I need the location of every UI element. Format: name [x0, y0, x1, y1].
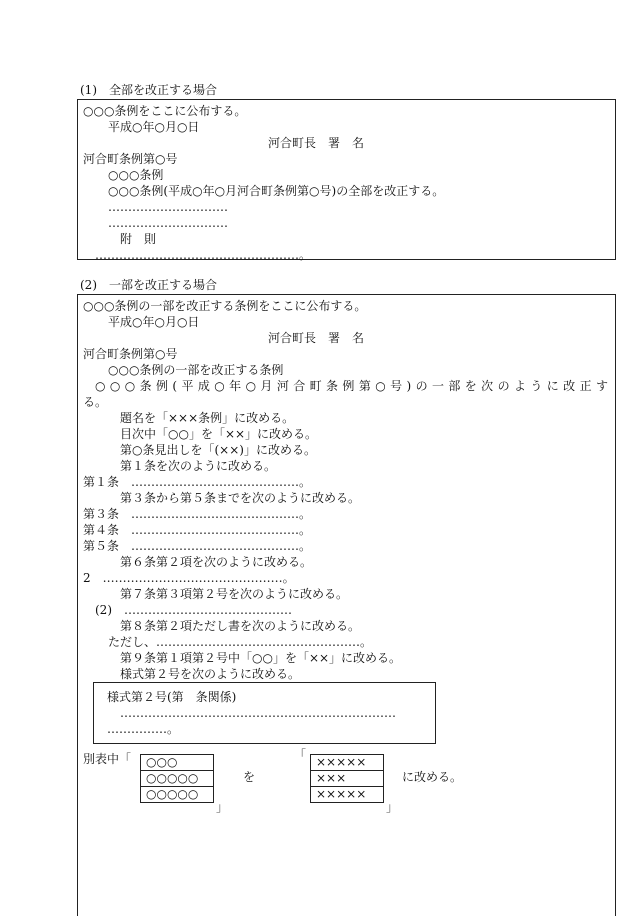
- article4-text: 第４条 ……………………………………。: [83, 523, 312, 537]
- body-dots-2: …………………………: [108, 216, 228, 230]
- amend-title: 題名を「×××条例」に改める。: [120, 411, 295, 425]
- amend-toc: 目次中「○○」を「××」に改める。: [120, 427, 318, 441]
- section1-heading: (1) 全部を改正する場合: [80, 83, 217, 97]
- ordinance-title: ○○○条例: [108, 168, 164, 182]
- revision-statement: ○○○条例(平成○年○月河合町条例第○号)の全部を改正する。: [108, 184, 445, 198]
- new-open-quote: 「: [294, 748, 307, 762]
- proviso-text: ただし、……………………………………………。: [108, 635, 373, 649]
- old-cell: [140, 770, 214, 787]
- amend-articles3-5: 第３条から第５条までを次のように改める。: [120, 491, 361, 505]
- ordinance-title: ○○○条例の一部を改正する条例: [108, 363, 284, 377]
- article3-text: 第３条 ……………………………………。: [83, 507, 312, 521]
- amend-form2: 様式第２号を次のように改める。: [120, 667, 301, 681]
- amend-article1: 第１条を次のように改める。: [120, 459, 277, 473]
- mayor-signature: 河合町長 署 名: [268, 331, 365, 345]
- new-cell: [310, 786, 384, 803]
- new-cell: [310, 754, 384, 771]
- promulgation-line: ○○○条例の一部を改正する条例をここに公布する。: [83, 299, 367, 313]
- article5-text: 第５条 ……………………………………。: [83, 539, 312, 553]
- article1-text: 第１条 ……………………………………。: [83, 475, 312, 489]
- old-cell-text: ○○○: [146, 755, 178, 769]
- amend-article6: 第６条第２項を次のように改める。: [120, 555, 313, 569]
- ordinance-number: 河合町条例第○号: [83, 347, 178, 361]
- new-cell-text: ×××××: [316, 755, 367, 769]
- beppyo-prefix: 別表中「: [83, 752, 132, 766]
- old-cell: [140, 754, 214, 771]
- new-cell: [310, 770, 384, 787]
- old-cell-text: ○○○○○: [146, 787, 199, 801]
- revision-statement-end: る。: [83, 395, 108, 409]
- amend-article7: 第７条第３項第２号を次のように改める。: [120, 587, 349, 601]
- date-line: 平成○年○月○日: [108, 315, 200, 329]
- supplementary-heading: 附 則: [120, 232, 157, 246]
- form-dots-2: ……………。: [107, 722, 180, 736]
- new-cell-text: ×××××: [316, 787, 367, 801]
- body-dots-1: …………………………: [108, 200, 228, 214]
- old-cell-text: ○○○○○: [146, 771, 199, 785]
- old-cell: [140, 786, 214, 803]
- section2-heading: (2) 一部を改正する場合: [80, 278, 217, 292]
- form-box: [93, 682, 436, 744]
- paragraph2-text: 2 ………………………………………。: [83, 571, 295, 585]
- new-close-quote: 」: [386, 800, 399, 814]
- item2-text: (2) ……………………………………: [95, 603, 292, 617]
- amend-article9: 第９条第１項第２号中「○○」を「××」に改める。: [120, 651, 402, 665]
- new-cell-text: ×××: [316, 771, 347, 785]
- form-dots-1: ……………………………………………………………: [120, 706, 396, 720]
- mayor-signature: 河合町長 署 名: [268, 136, 365, 150]
- old-close-quote: 」: [216, 800, 229, 814]
- section2-box: [77, 294, 616, 916]
- section1-box: [77, 99, 616, 260]
- amend-heading: 第○条見出しを「(××)」に改める。: [120, 443, 316, 457]
- form-title: 様式第２号(第 条関係): [107, 690, 237, 704]
- revision-statement: ○○○条例(平成○年○月河合町条例第○号)の一部を次のように改正す: [95, 379, 608, 393]
- supplementary-dots: ……………………………………………。: [95, 248, 312, 262]
- beppyo-suffix: に改める。: [402, 770, 463, 784]
- date-line: 平成○年○月○日: [108, 120, 200, 134]
- amend-article8: 第８条第２項ただし書を次のように改める。: [120, 619, 361, 633]
- ordinance-number: 河合町条例第○号: [83, 152, 178, 166]
- connector-wo: を: [243, 770, 256, 784]
- promulgation-line: ○○○条例をここに公布する。: [83, 104, 247, 118]
